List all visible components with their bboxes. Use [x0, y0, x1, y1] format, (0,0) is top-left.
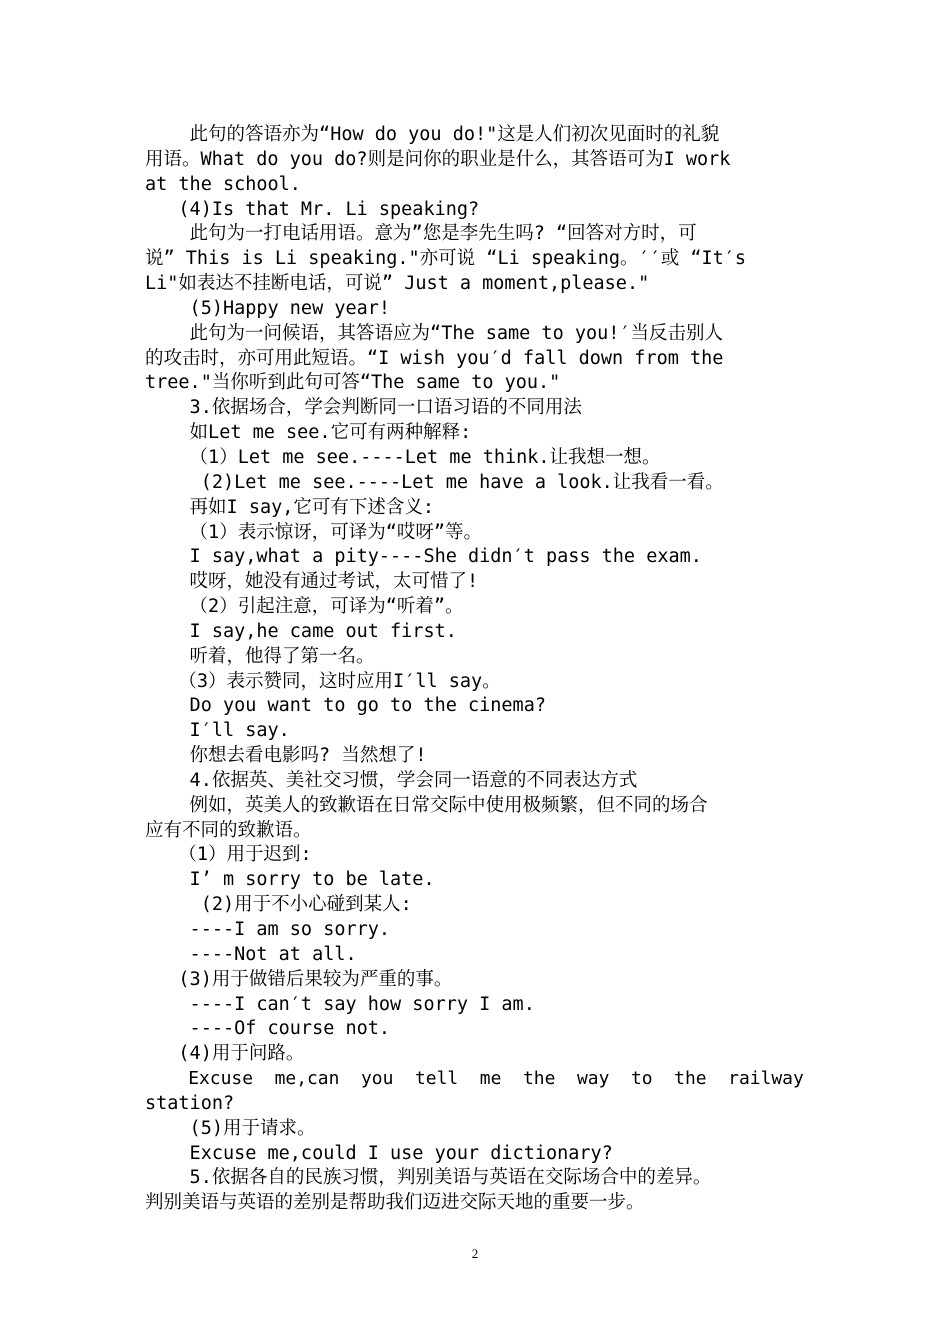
text-line: (2)Let me see.----Let me have a look.让我看一看。 [145, 471, 724, 493]
text-line: （1）用于迟到: [145, 844, 312, 866]
text-line: 应有不同的致歉语。 [145, 819, 312, 841]
text-line: Li"如表达不挂断电话，可说” Just a moment,please." [145, 273, 650, 295]
text-line: Do you want to go to the cinema? [145, 695, 546, 717]
text-line: at the school. [145, 173, 301, 195]
text-line: 此句的答语亦为“How do you do!"这是人们初次见面时的礼貌 [145, 124, 720, 145]
text-line: （1）Let me see.----Let me think.让我想一想。 [145, 446, 661, 468]
text-line: tree."当你听到此句可答“The same to you." [145, 372, 561, 394]
text-line: ----I can′t say how sorry I am. [145, 993, 535, 1015]
text-line: 此句为一问候语，其答语应为“The same to you!′当反击别人 [145, 322, 724, 344]
text-line: ----Of course not. [145, 1018, 391, 1040]
section-heading: 3.依据场合，学会判断同一口语习语的不同用法 [145, 397, 582, 419]
text-line: Excuse me,can you tell me the way to the railway [145, 1068, 804, 1090]
text-line: 听着，他得了第一名。 [145, 645, 375, 667]
text-line: ----I am so sorry. [145, 919, 391, 940]
text-line: (4)Is that Mr. Li speaking? [145, 198, 480, 220]
text-line: 你想去看电影吗? 当然想了! [145, 745, 427, 767]
text-line: (2)用于不小心碰到某人: [145, 894, 412, 916]
text-line: I’ m sorry to be late. [145, 869, 435, 891]
page-number: 2 [471, 1246, 479, 1261]
document-body [145, 123, 807, 1216]
text-line: 例如，英美人的致歉语在日常交际中使用极频繁，但不同的场合 [145, 794, 708, 816]
text-line: 如Let me see.它可有两种解释: [145, 422, 472, 444]
text-line: ----Not at all. [145, 943, 357, 965]
text-line: 此句为一打电话用语。意为”您是李先生吗? “回答对方时，可 [145, 223, 697, 245]
text-line: station? [145, 1092, 235, 1114]
text-line: 判别美语与英语的差别是帮助我们迈进交际天地的重要一步。 [145, 1192, 645, 1214]
section-heading: 5.依据各自的民族习惯，判别美语与英语在交际场合中的差异。 [145, 1167, 712, 1189]
section-heading: 4.依据英、美社交习惯，学会同一语意的不同表达方式 [145, 769, 638, 791]
text-line: 用语。What do you do?则是问你的职业是什么，其答语可为I work [145, 148, 731, 170]
text-line: I′ll say. [145, 720, 290, 742]
text-line: 哎呀，她没有通过考试，太可惜了! [145, 571, 479, 593]
text-line: （3）表示赞同，这时应用I′ll say。 [145, 670, 501, 692]
text-line: (5)用于请求。 [145, 1117, 316, 1139]
text-line: (4)用于问路。 [145, 1043, 305, 1065]
text-line: I say,he came out first. [145, 620, 457, 642]
text-line: (5)Happy new year! [145, 297, 391, 319]
text-line: I say,what a pity----She didn′t pass the exam. [145, 546, 702, 568]
text-line: 再如I say,它可有下述含义: [145, 496, 435, 518]
text-line: 的攻击时，亦可用此短语。“I wish you′d fall down from the [145, 347, 724, 369]
text-line: (3)用于做错后果较为严重的事。 [145, 968, 453, 990]
text-line: 说” This is Li speaking."亦可说 “Li speaking。′′或 “It′s [145, 248, 747, 270]
text-line: （1）表示惊讶，可译为“哎呀”等。 [145, 521, 482, 543]
text-line: Excuse me,could I use your dictionary? [145, 1142, 613, 1164]
text-line: （2）引起注意，可译为“听着”。 [145, 596, 464, 618]
